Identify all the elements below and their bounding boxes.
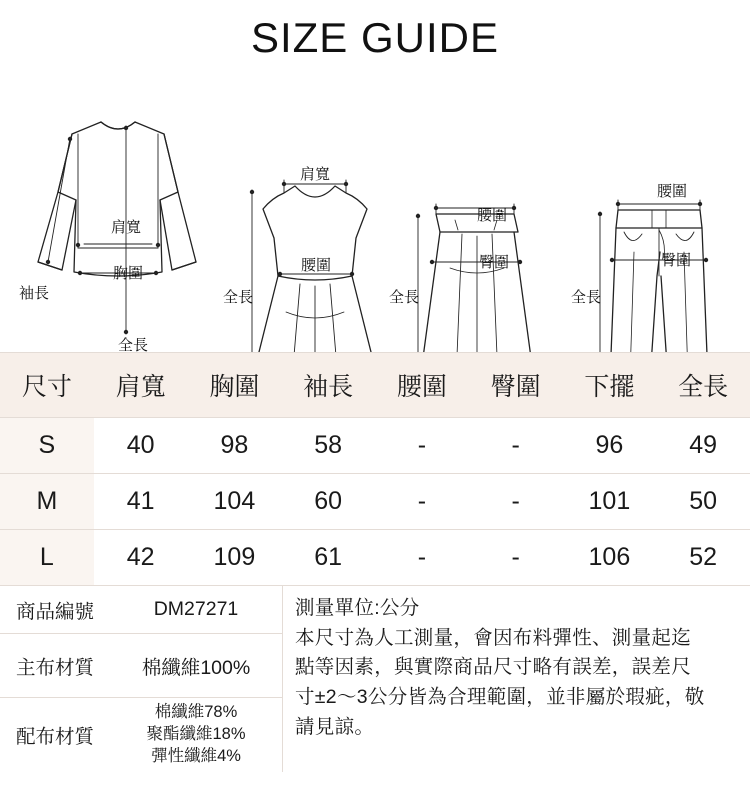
cell-hem: 96	[563, 418, 657, 474]
cell-hem: 106	[563, 530, 657, 586]
label-skirt-length: 全長	[388, 288, 420, 306]
cell-length: 52	[656, 530, 750, 586]
cell-waist: -	[375, 474, 469, 530]
cell-length: 49	[656, 418, 750, 474]
info-row-product-code	[0, 586, 282, 634]
cell-length: 50	[656, 474, 750, 530]
product-info-section	[0, 586, 750, 772]
cell-shoulder: 41	[94, 474, 188, 530]
cell-hip: -	[469, 418, 563, 474]
note-line: 請見諒。	[295, 715, 375, 738]
page-title: SIZE GUIDE	[250, 14, 500, 61]
garment-top	[38, 122, 196, 276]
cell-size: L	[0, 530, 94, 586]
cell-size: S	[0, 418, 94, 474]
note-line: 測量單位:公分	[295, 597, 420, 619]
cell-sleeve: 58	[281, 418, 375, 474]
size-table-head	[0, 353, 750, 418]
label-skirt-waist: 腰圍	[476, 206, 508, 224]
info-row-main-fabric	[0, 634, 282, 698]
cell-sleeve: 61	[281, 530, 375, 586]
note-line: 點等因素，與實際商品尺寸略有誤差，誤差尺	[295, 656, 692, 679]
label-dress-waist: 腰圍	[300, 256, 332, 274]
illustration-svg	[0, 62, 750, 352]
size-table	[0, 352, 750, 586]
col-header-hip: 臀圍	[469, 353, 563, 418]
measurement-notes	[282, 586, 750, 772]
info-row-sub-fabric	[0, 698, 282, 772]
garment-trousers	[610, 210, 708, 352]
cell-chest: 109	[188, 530, 282, 586]
cell-sleeve: 60	[281, 474, 375, 530]
cell-hem: 101	[563, 474, 657, 530]
label-dress-length: 全長	[222, 288, 254, 306]
cell-waist: -	[375, 530, 469, 586]
size-table-header-row	[0, 353, 750, 418]
info-label-main-fabric: 主布材質	[15, 656, 94, 679]
col-header-waist: 腰圍	[375, 353, 469, 418]
size-table-body	[0, 418, 750, 586]
label-top-sleeve: 袖長	[18, 284, 50, 302]
label-top-shoulder: 肩寬	[110, 218, 142, 236]
cell-shoulder: 42	[94, 530, 188, 586]
info-label-sub-fabric: 配布材質	[15, 726, 94, 748]
label-dress-shoulder: 肩寬	[299, 165, 331, 183]
cell-hip: -	[469, 530, 563, 586]
info-value-main-fabric: 棉纖維100%	[141, 656, 251, 679]
cell-size: M	[0, 474, 94, 530]
label-top-chest: 胸圍	[112, 264, 144, 282]
table-row	[0, 418, 750, 474]
info-label-product-code: 商品編號	[15, 600, 94, 623]
col-header-sleeve: 袖長	[281, 353, 375, 418]
cell-waist: -	[375, 418, 469, 474]
note-line: 寸±2～3公分皆為合理範圍，並非屬於瑕疵，敬	[295, 685, 705, 708]
product-info-table	[0, 586, 282, 772]
cell-hip: -	[469, 474, 563, 530]
col-header-hem: 下擺	[563, 353, 657, 418]
table-row	[0, 474, 750, 530]
cell-shoulder: 40	[94, 418, 188, 474]
garment-skirt	[420, 214, 534, 352]
sub-fabric-line-1: 棉纖維78%	[154, 703, 238, 722]
note-line: 本尺寸為人工測量，會因布料彈性、測量起迄	[295, 626, 692, 649]
label-pants-length: 全長	[570, 288, 602, 306]
label-top-length: 全長	[117, 336, 149, 352]
info-value-sub-fabric	[110, 694, 282, 775]
col-header-length: 全長	[656, 353, 750, 418]
label-pants-hip: 臀圍	[660, 251, 692, 269]
col-header-size: 尺寸	[0, 353, 94, 418]
table-row	[0, 530, 750, 586]
info-value-product-code: DM27271	[153, 598, 239, 620]
cell-chest: 104	[188, 474, 282, 530]
cell-chest: 98	[188, 418, 282, 474]
col-header-chest: 胸圍	[188, 353, 282, 418]
garment-illustrations	[0, 62, 750, 352]
col-header-shoulder: 肩寬	[94, 353, 188, 418]
sub-fabric-line-3: 彈性纖維4%	[151, 746, 241, 765]
label-pants-waist: 腰圍	[656, 182, 688, 200]
label-skirt-hip: 臀圍	[478, 253, 510, 271]
sub-fabric-line-2: 聚酯纖維18%	[146, 725, 246, 744]
